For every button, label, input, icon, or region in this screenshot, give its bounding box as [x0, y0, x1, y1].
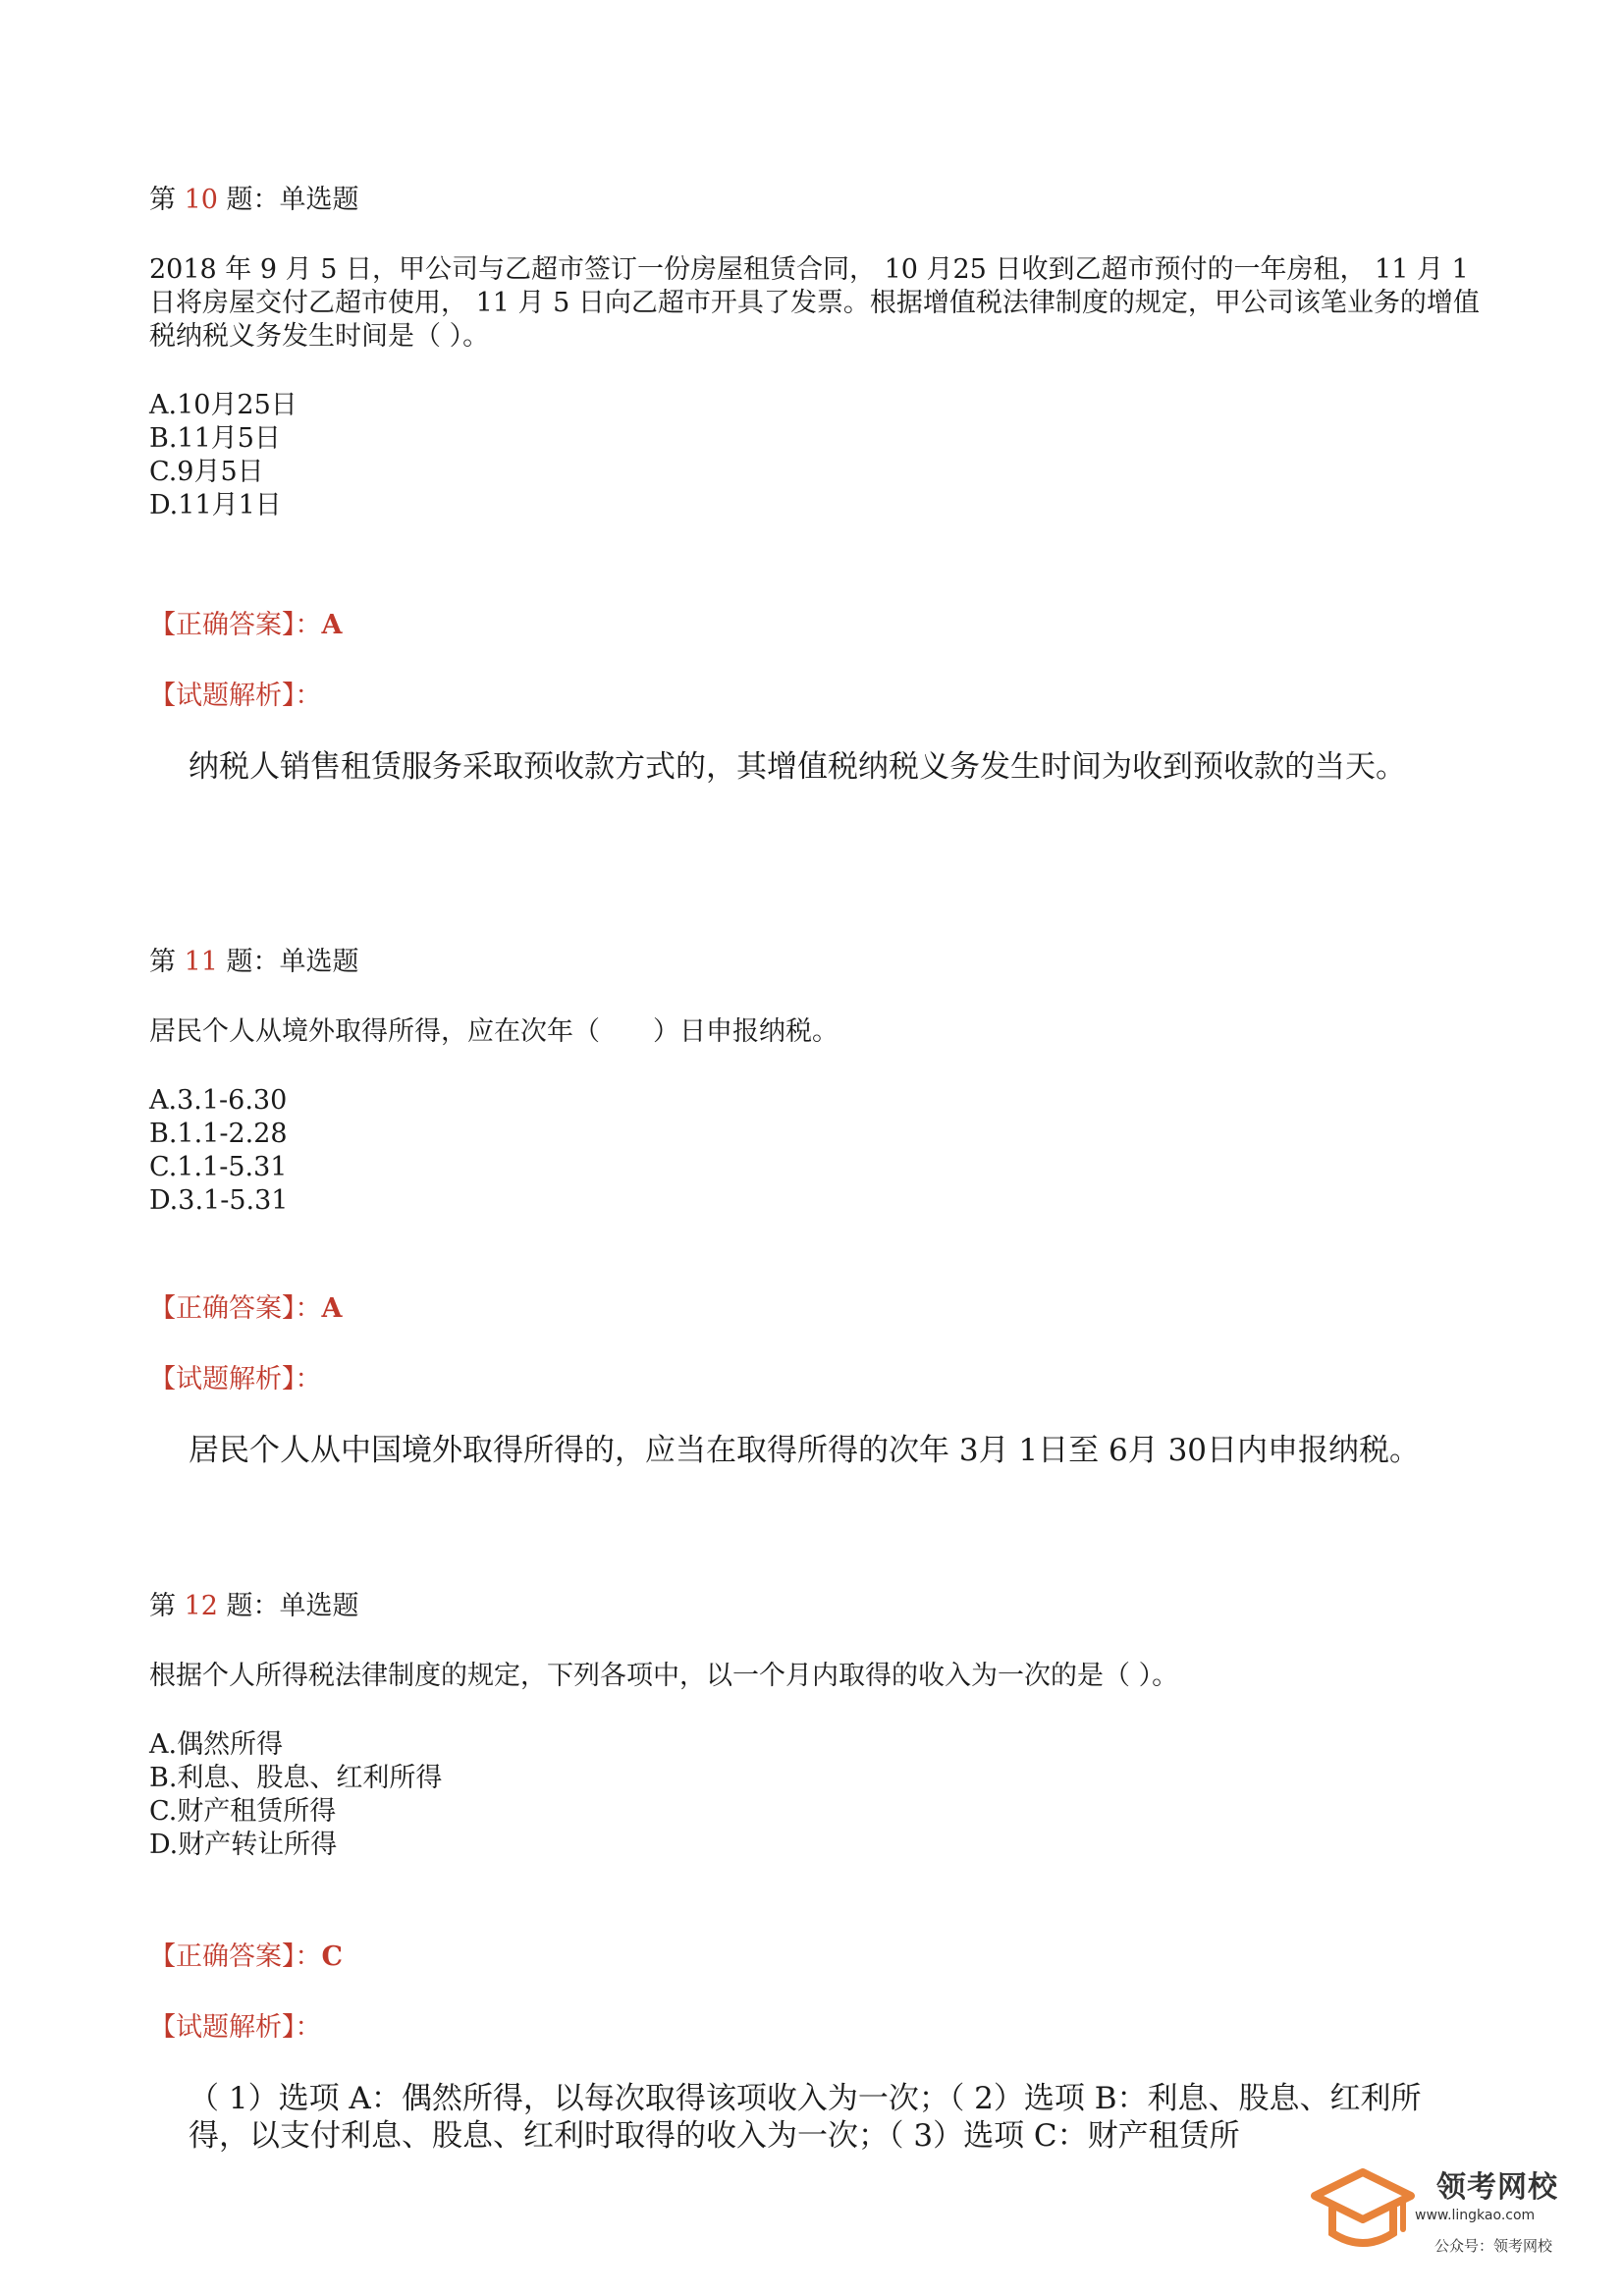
- answer-12: [149, 1941, 1485, 1974]
- option-a: A.10月25日: [149, 390, 298, 420]
- analysis-label: 【试题解析】：: [149, 681, 322, 711]
- option-b: B.利息、股息、红利所得: [149, 1763, 443, 1793]
- analysis-11: [149, 1363, 1485, 1469]
- question-number: 12: [184, 1591, 218, 1621]
- option-a: A.3.1-6.30: [149, 1085, 288, 1116]
- question-stem: 根据个人所得税法律制度的规定，下列各项中，以一个月内取得的收入为一次的是（ ）。: [149, 1661, 1179, 1691]
- option-c: C.9月5日: [149, 457, 264, 487]
- question-title: 第 10 题：单选题: [149, 185, 359, 215]
- question-title: 第 11 题：单选题: [149, 947, 359, 977]
- answer-value: A: [321, 610, 343, 640]
- option-b: B.11月5日: [149, 423, 281, 454]
- question-number: 10: [184, 185, 218, 215]
- options-list: [149, 389, 1485, 522]
- question-stem: 居民个人从境外取得所得，应在次年（ ）日申报纳税。: [149, 1016, 839, 1047]
- analysis-text: 纳税人销售租赁服务采取预收款方式的，其增值税纳税义务发生时间为收到预收款的当天。: [189, 749, 1406, 785]
- question-stem: 2018 年 9 月 5 日，甲公司与乙超市签订一份房屋租赁合同， 10 月25 日收到乙超市预付的一年房租， 11 月 1 日将房屋交付乙超市使用， 11 月 5 日向乙超市开具了发票。根据增值税法律制度的规定，甲公司该笔业务的增值税纳税义务发生时间是（ ）。: [149, 254, 1480, 352]
- lingkao-logo: [1309, 2155, 1564, 2263]
- options-list: [149, 1728, 1485, 1862]
- answer-label: 【正确答案】：: [149, 610, 322, 640]
- question-10: [149, 183, 1485, 522]
- answer-value: A: [321, 1293, 343, 1324]
- option-b: B.1.1-2.28: [149, 1119, 288, 1149]
- options-list: [149, 1084, 1485, 1218]
- option-d: D.11月1日: [149, 490, 282, 520]
- analysis-text: 居民个人从中国境外取得所得的，应当在取得所得的次年 3月 1日至 6月 30日内申报纳税。: [189, 1433, 1421, 1468]
- option-c: C.1.1-5.31: [149, 1152, 288, 1182]
- answer-label: 【正确答案】：: [149, 1941, 322, 1972]
- option-d: D.3.1-5.31: [149, 1185, 289, 1216]
- option-c: C.财产租赁所得: [149, 1796, 337, 1827]
- question-number: 11: [184, 947, 218, 977]
- analysis-text: （ 1）选项 A：偶然所得，以每次取得该项收入为一次；（ 2）选项 B：利息、股息、红利所得，以支付利息、股息、红利时取得的收入为一次；（ 3）选项 C：财产租赁所: [189, 2081, 1422, 2154]
- question-11: [149, 945, 1485, 1218]
- answer-11: [149, 1292, 1485, 1326]
- logo-url: www.lingkao.com: [1415, 2208, 1536, 2223]
- option-d: D.财产转让所得: [149, 1830, 338, 1860]
- analysis-10: [149, 680, 1485, 786]
- question-12: [149, 1589, 1485, 1862]
- answer-label: 【正确答案】：: [149, 1293, 322, 1324]
- analysis-label: 【试题解析】：: [149, 1364, 322, 1394]
- logo-official-account: 公众号：领考网校: [1434, 2237, 1553, 2255]
- analysis-label: 【试题解析】：: [149, 2012, 322, 2043]
- question-title: 第 12 题：单选题: [149, 1591, 359, 1621]
- option-a: A.偶然所得: [149, 1729, 284, 1760]
- graduation-cap-icon: [1309, 2155, 1417, 2263]
- analysis-12: [149, 2011, 1485, 2155]
- answer-10: [149, 609, 1485, 642]
- answer-value: C: [321, 1941, 343, 1972]
- logo-name: 领考网校: [1436, 2170, 1558, 2205]
